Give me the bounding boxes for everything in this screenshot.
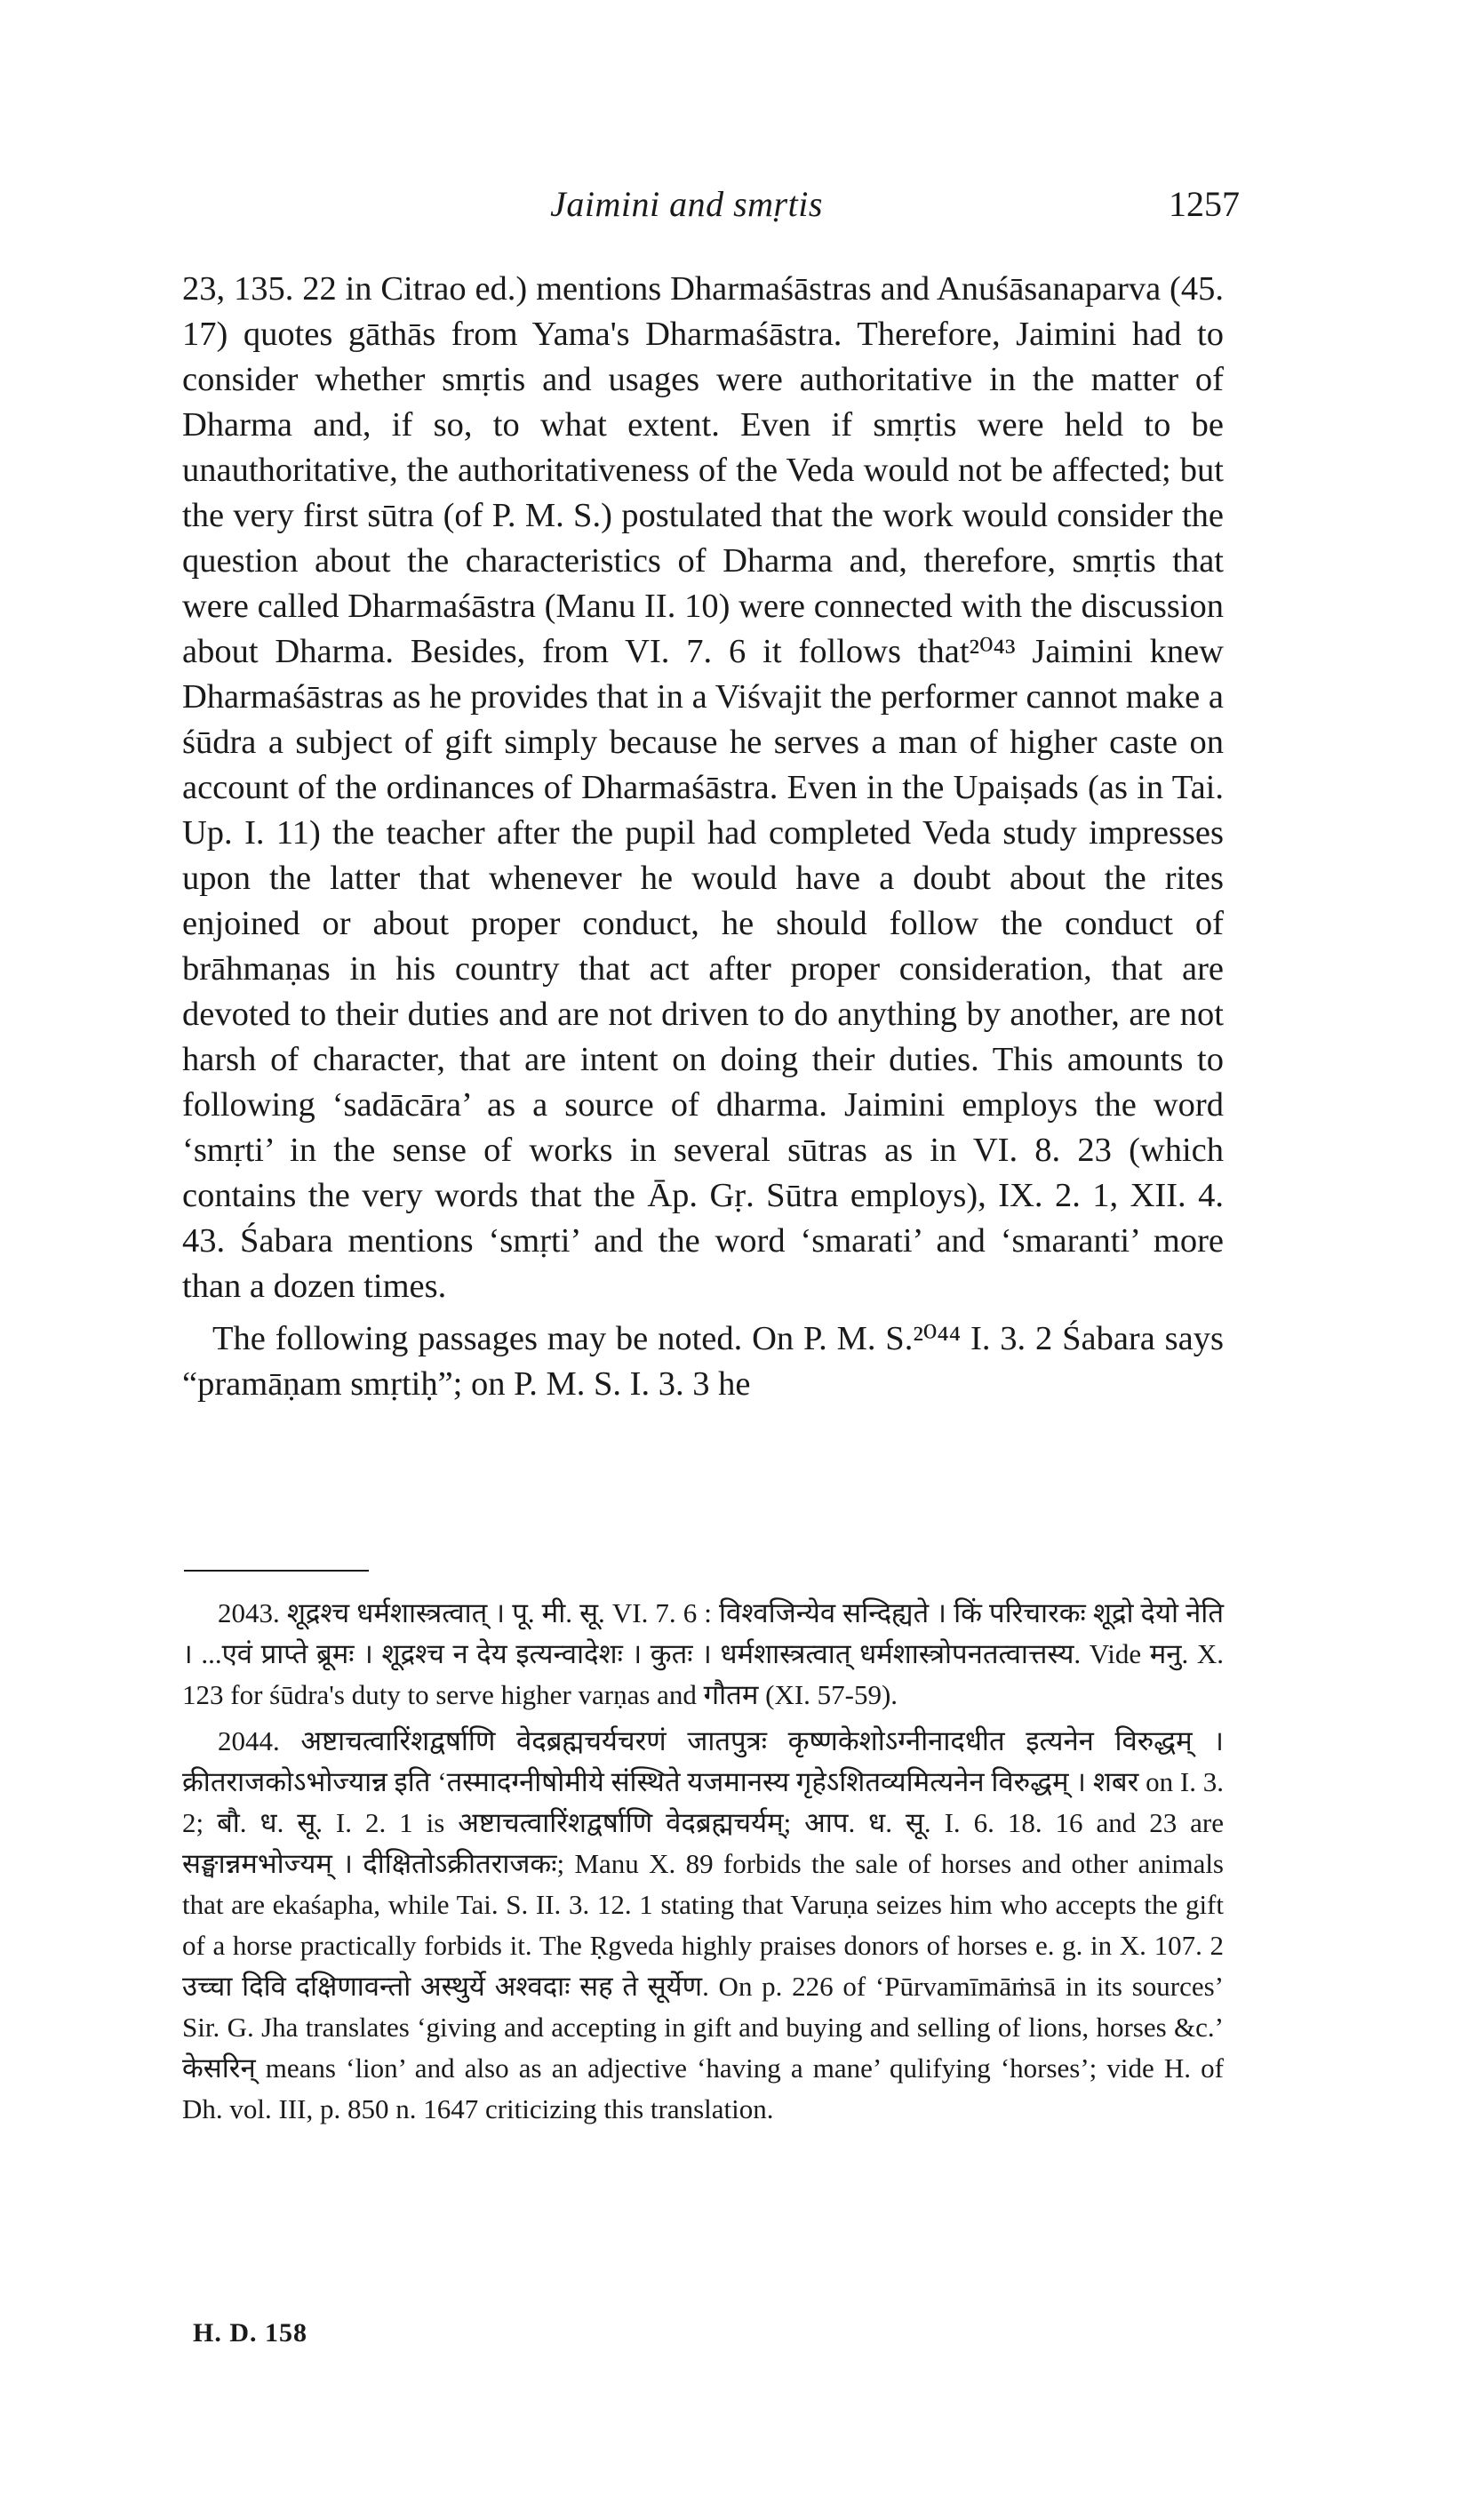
footnote-separator-rule — [184, 1570, 369, 1572]
footnote-2043 — [182, 1593, 1224, 1716]
body-paragraph-1: 23, 135. 22 in Citrao ed.) mentions Dharmaśāstras and Anuśāsanaparva (45. 17) quotes gāthās from Yama's Dharmaśāstra. Therefore, Jaimini had to consider whether smṛtis and usages were authoritative in the matter of Dharma and, if so, to what extent. Even if smṛtis were held to be unauthoritative, the authoritativeness of the Veda would not be affected; but the very first sūtra (of P. M. S.) postulated that the work would consider the question about the characteristics of Dharma and, therefore, smṛtis that were called Dharmaśāstra (Manu II. 10) were connected with the discussion about Dharma. Besides, from VI. 7. 6 it follows that²⁰⁴³ Jaimini knew Dharmaśāstras as he provides that in a Viśvajit the performer cannot make a śūdra a subject of gift simply because he serves a man of higher caste on account of the ordinances of Dharmaśāstra. Even in the Upaiṣads (as in Tai. Up. I. 11) the teacher after the pupil had completed Veda study impresses upon the latter that whenever he would have a doubt about the rites enjoined or about proper conduct, he should follow the conduct of brāhmaṇas in his country that act after proper consideration, that are devoted to their duties and are not driven to do anything by another, are not harsh of character, that are intent on doing their duties. This amounts to following ‘sadācāra’ as a source of dharma. Jaimini employs the word ‘smṛti’ in the sense of works in several sūtras as in VI. 8. 23 (which contains the very words that the Āp. Gṛ. Sūtra employs), IX. 2. 1, XII. 4. 43. Śabara mentions ‘smṛti’ and the word ‘smarati’ and ‘smaranti’ more than a dozen times. — [182, 270, 1224, 1305]
footnote-2043-text: शूद्रश्च धर्मशास्त्रत्वात् । पू. मी. सू. VI. 7. 6 : विश्वजिन्येव सन्दिह्यते । किं परिचारकः शूद्रो देयो नेति । ...एवं प्राप्ते ब्रूमः । शूद्रश्च न देय इत्यन्वादेशः । कुतः । धर्मशास्त्रत्वात् धर्मशास्त्रोपनतत्वात्तस्य. Vide मनु. X. 123 for śūdra's duty to serve higher varṇas and गौतम (XI. 57-59). — [182, 1597, 1224, 1710]
footnote-2044-label: 2044. — [218, 1725, 280, 1756]
main-text — [182, 267, 1224, 1407]
footnote-2044-text: अष्टाचत्वारिंशद्वर्षाणि वेदब्रह्मचर्यचरणं जातपुत्रः कृष्णकेशोऽग्नीनादधीत इत्यनेन विरुद्धम् । क्रीतराजकोऽभोज्यान्न इति ‘तस्मादग्नीषोमीये संस्थिते यजमानस्य गृहेऽशितव्यमित्यनेन विरुद्धम् । शबर on I. 3. 2; बौ. ध. सू. I. 2. 1 is अष्टाचत्वारिंशद्वर्षाणि वेदब्रह्मचर्यम्; आप. ध. सू. I. 6. 18. 16 and 23 are सङ्घान्नमभोज्यम् । दीक्षितोऽक्रीतराजकः; Manu X. 89 forbids the sale of horses and other animals that are ekaśapha, while Tai. S. II. 3. 12. 1 stating that Varuṇa seizes him who accepts the gift of a horse practically forbids it. The Ṛgveda highly praises donors of horses e. g. in X. 107. 2 उच्चा दिवि दक्षिणावन्तो अस्थुर्ये अश्वदाः सह ते सूर्येण. On p. 226 of ‘Pūrvamīmāṁsā in its sources’ Sir. G. Jha translates ‘giving and accepting in gift and buying and selling of lions, horses &c.’ केसरिन् means ‘lion’ and also as an adjective ‘having a mane’ qulifying ‘horses’; vide H. of Dh. vol. III, p. 850 n. 1647 criticizing this translation. — [182, 1725, 1225, 2124]
footnote-2043-label: 2043. — [218, 1597, 280, 1628]
footnotes — [182, 1593, 1224, 2130]
signature-mark: H. D. 158 — [193, 2318, 307, 2348]
body-paragraph-2: The following passages may be noted. On P. M. S.²⁰⁴⁴ I. 3. 2 Śabara says “pramāṇam smṛtiḥ”; on P. M. S. I. 3. 3 he — [182, 1320, 1224, 1403]
running-head — [133, 183, 1240, 236]
page-number: 1257 — [1169, 184, 1240, 224]
running-title: Jaimini and smṛtis — [550, 184, 823, 224]
footnote-2044 — [182, 1721, 1224, 2130]
